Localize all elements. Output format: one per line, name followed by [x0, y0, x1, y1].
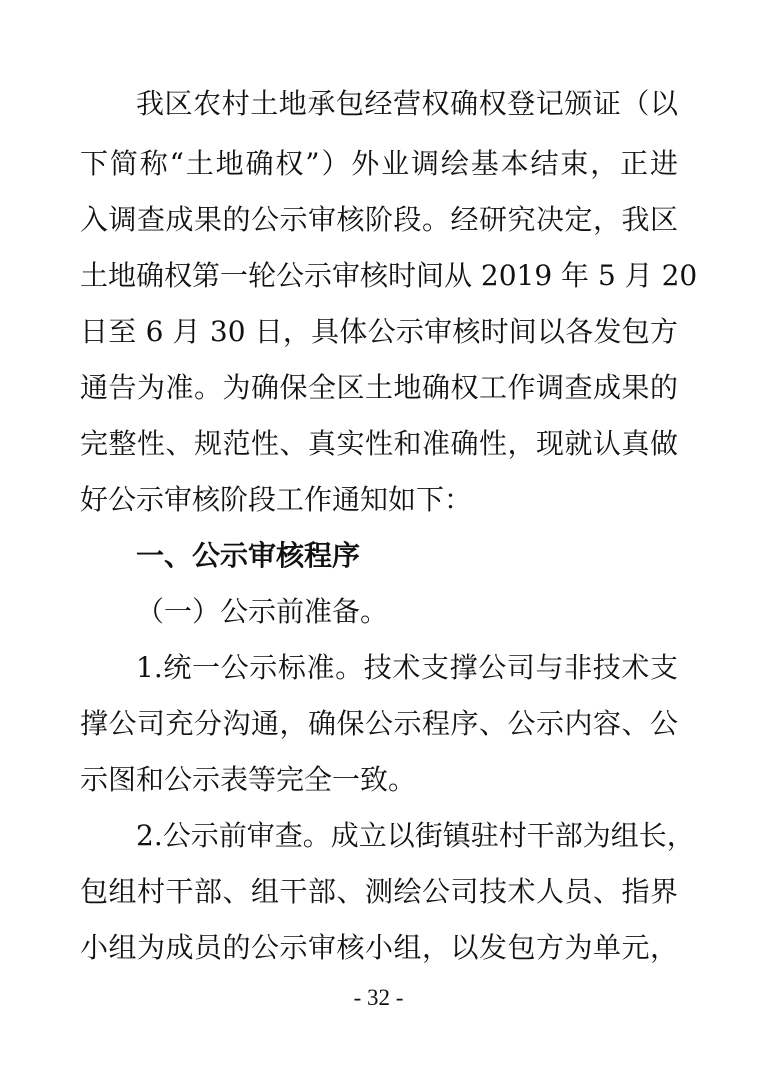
item-one-line: 示图和公示表等完全一致。	[80, 763, 417, 796]
paragraph-line: 通告为准。为确保全区土地确权工作调查成果的	[80, 371, 678, 404]
paragraph-line: 日至 6 月 30 日，具体公示审核时间以各发包方	[80, 315, 678, 348]
item-one-line: 1.统一公示标准。技术支撑公司与非技术支	[136, 651, 678, 684]
paragraph-line: 下简称“土地确权”）外业调绘基本结束，正进	[80, 147, 678, 180]
item-one-line: 撑公司充分沟通，确保公示程序、公示内容、公	[80, 707, 678, 740]
section-heading: 一、公示审核程序	[136, 539, 361, 572]
subsection-heading: （一）公示前准备。	[136, 595, 389, 628]
paragraph-line: 好公示审核阶段工作通知如下：	[80, 483, 473, 516]
item-two-line: 2.公示前审查。成立以街镇驻村干部为组长，	[136, 819, 695, 852]
page-number: - 32 -	[353, 985, 404, 1010]
item-two-line: 小组为成员的公示审核小组，以发包方为单元，	[80, 931, 678, 964]
paragraph-line: 我区农村土地承包经营权确权登记颁证（以	[136, 87, 678, 120]
paragraph-line: 土地确权第一轮公示审核时间从 2019 年 5 月 20	[80, 259, 698, 292]
item-two-line: 包组村干部、组干部、测绘公司技术人员、指界	[80, 875, 678, 908]
paragraph-line: 完整性、规范性、真实性和准确性，现就认真做	[80, 427, 678, 460]
paragraph-line: 入调查成果的公示审核阶段。经研究决定，我区	[80, 203, 678, 236]
